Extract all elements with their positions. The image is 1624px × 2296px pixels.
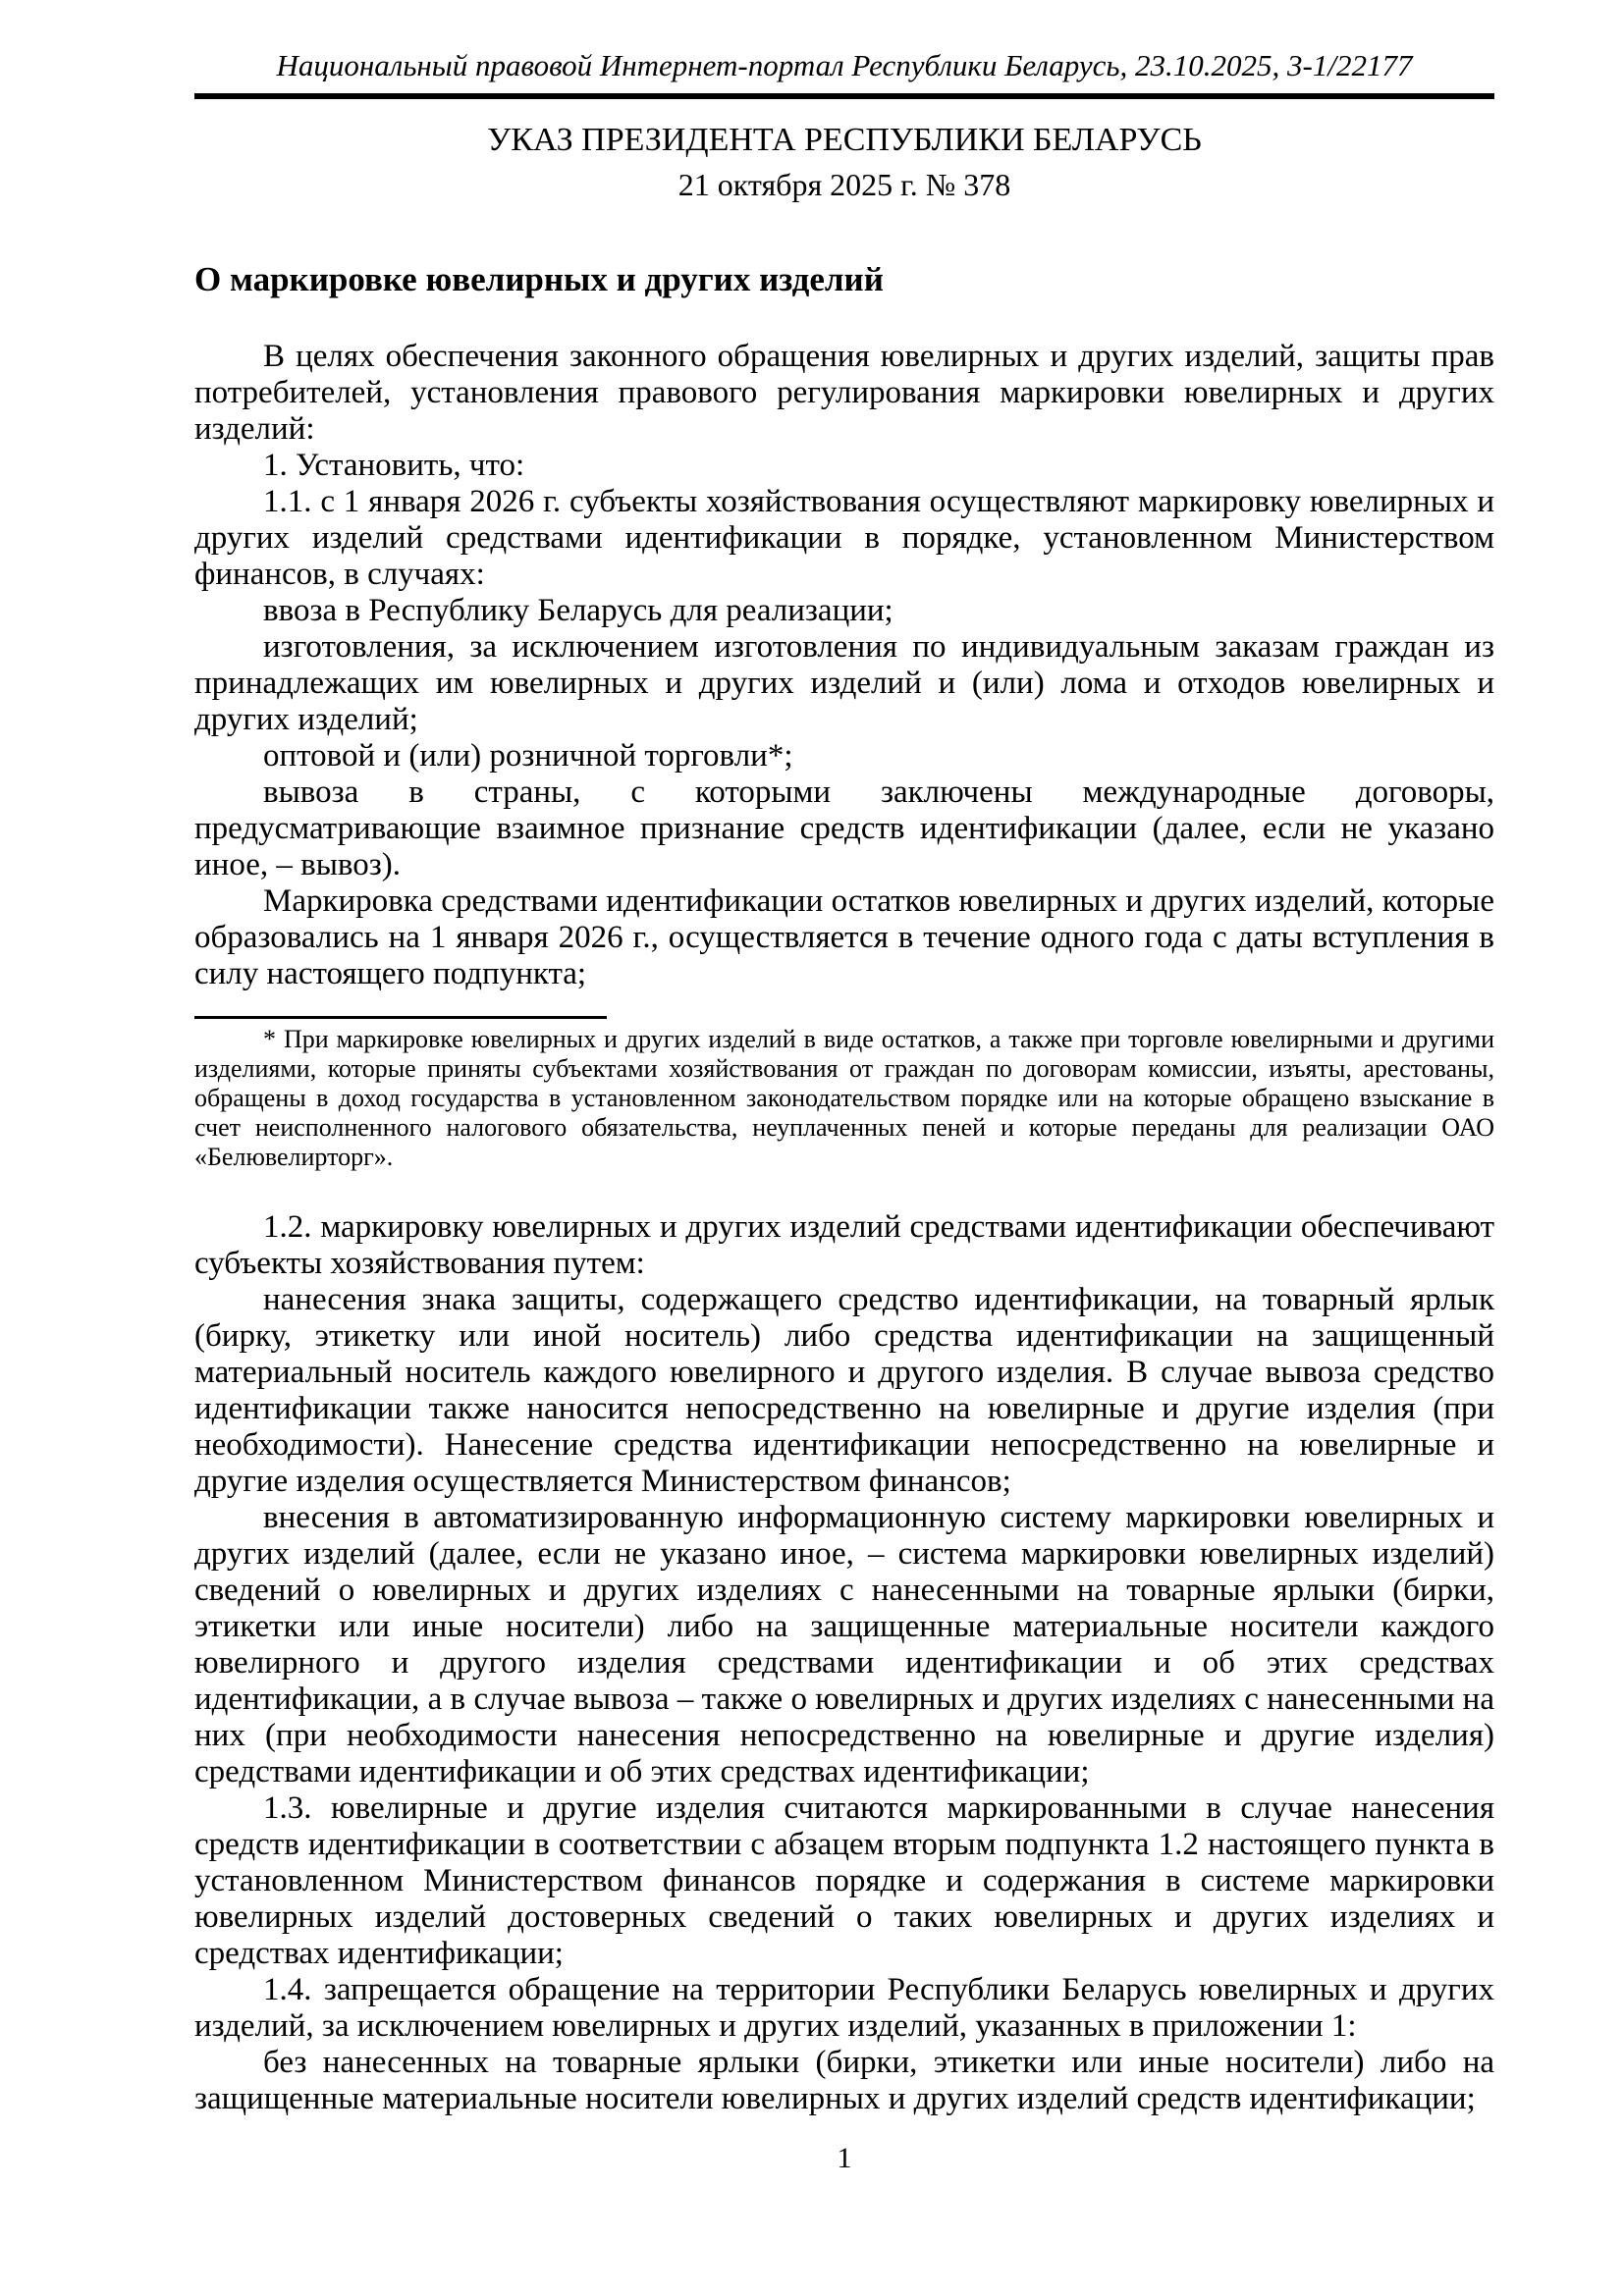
document-type-heading: УКАЗ ПРЕЗИДЕНТА РЕСПУБЛИКИ БЕЛАРУСЬ [487, 122, 1202, 158]
document-title: О маркировке ювелирных и других изделий [194, 260, 884, 298]
para-intro: В целях обеспечения законного обращения ювелирных и других изделий, защиты прав потребителей, установления правового регулирования маркировки ювелирных и других изделий: [194, 339, 1494, 447]
para-case-trade: оптовой и (или) розничной торговли*; [263, 738, 793, 774]
para-point-1-2: 1.2. маркировку ювелирных и других изделий средствами идентификации обеспечивают субъекты хозяйствования путем: [194, 1209, 1494, 1281]
running-header: Национальный правовой Интернет-портал Республики Беларусь, 23.10.2025, 3-1/22177 [276, 48, 1413, 82]
para-point-1-3: 1.3. ювелирные и другие изделия считаются маркированными в случае нанесения средств идентификации в соответствии с абзацем вторым подпункта 1.2 настоящего пункта в установленном Министерством финансов порядке и содержания в системе маркировки ювелирных изделий достоверных сведений о таких ювелирных и других изделиях и средствах идентификации; [194, 1790, 1494, 1971]
para-without-applied-means: без нанесенных на товарные ярлыки (бирки, этикетки или иные носители) либо на защищенные материальные носители ювелирных и других изделий средств идентификации; [194, 2045, 1494, 2116]
page-number: 1 [837, 2142, 852, 2174]
para-entering-information-system: внесения в автоматизированную информационную систему маркировки ювелирных и других изделий (далее, если не указано иное, – система маркировки ювелирных изделий) сведений о ювелирных и других изделиях с нанесенными на товарные ярлыки (бирки, этикетки или иные носители) либо на защищенные материальные носители каждого ювелирного и другого изделия средствами идентификации и об этих средствах идентификации, а в случае вывоза – также о ювелирных и других изделиях с нанесенными на них (при необходимости нанесения непосредственно на ювелирные и другие изделия) средствами идентификации и об этих средствах идентификации; [194, 1500, 1494, 1789]
header-rule [194, 93, 1494, 99]
para-point-1-1: 1.1. с 1 января 2026 г. субъекты хозяйствования осуществляют маркировку ювелирных и других изделий средствами идентификации в порядке, установленном Министерством финансов, в случаях: [194, 484, 1494, 592]
para-point-1: 1. Установить, что: [263, 448, 525, 483]
para-case-import: ввоза в Республику Беларусь для реализации; [263, 593, 893, 628]
para-marking-leftovers: Маркировка средствами идентификации остатков ювелирных и других изделий, которые образовались на 1 января 2026 г., осуществляется в течение одного года с даты вступления в силу настоящего подпункта; [194, 883, 1494, 991]
footnote-text: * При маркировке ювелирных и других изделий в виде остатков, а также при торговле ювелирными и другими изделиями, которые приняты субъектами хозяйствования от граждан по договорам комиссии, изъяты, арестованы, обращены в доход государства в установленном законодательством порядке или на которые обращено взыскание в счет неисполненного налогового обязательства, неуплаченных пеней и которые переданы для реализации ОАО «Белювелирторг». [194, 1025, 1494, 1171]
document-date-number: 21 октября 2025 г. № 378 [677, 167, 1011, 202]
document-body [194, 339, 1494, 2117]
para-case-manufacture: изготовления, за исключением изготовления по индивидуальным заказам граждан из принадлежащих им ювелирных и других изделий и (или) лома и отходов ювелирных и других изделий; [194, 629, 1494, 737]
footnote-separator [194, 1016, 607, 1019]
para-case-export: вывоза в страны, с которыми заключены международные договоры, предусматривающие взаимное признание средств идентификации (далее, если не указано иное, – вывоз). [194, 774, 1494, 882]
para-point-1-4: 1.4. запрещается обращение на территории Республики Беларусь ювелирных и других изделий, за исключением ювелирных и других изделий, указанных в приложении 1: [194, 1972, 1494, 2044]
document-body-continued [194, 1209, 1494, 2117]
footnote-block [194, 1016, 1494, 1172]
para-applying-protection-sign: нанесения знака защиты, содержащего средство идентификации, на товарный ярлык (бирку, этикетку или иной носитель) либо средства идентификации на защищенный материальный носитель каждого ювелирного и другого изделия. В случае вывоза средство идентификации также наносится непосредственно на ювелирные и другие изделия (при необходимости). Нанесение средства идентификации непосредственно на ювелирные и другие изделия осуществляется Министерством финансов; [194, 1282, 1494, 1499]
